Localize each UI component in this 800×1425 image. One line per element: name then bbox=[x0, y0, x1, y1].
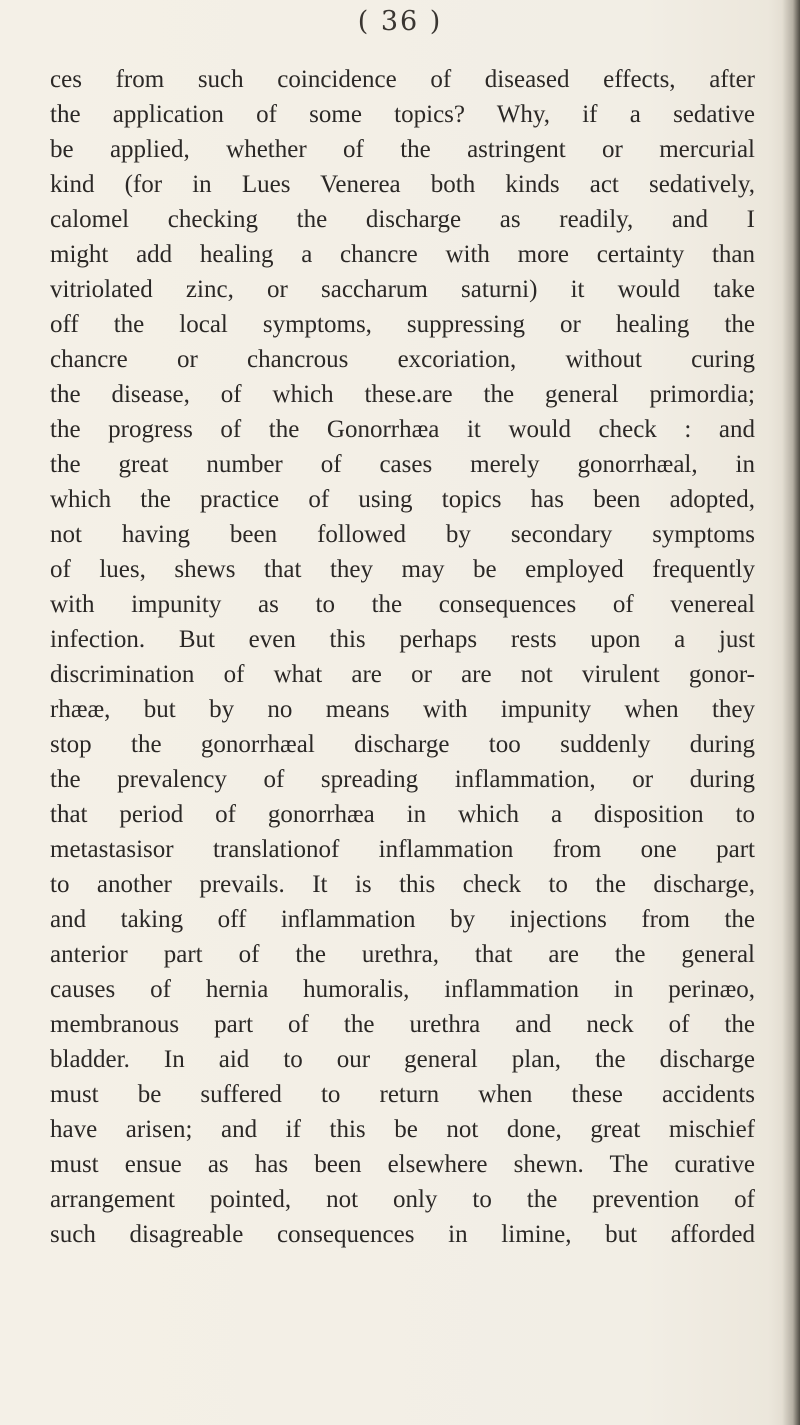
text-line: stop the gonorrhæal discharge too suddenly during bbox=[50, 731, 755, 758]
page-number: ( 36 ) bbox=[357, 6, 443, 37]
text-line: arrangement pointed, not only to the prevention of bbox=[50, 1186, 755, 1213]
text-line: have arisen; and if this be not done, great mischief bbox=[50, 1116, 755, 1143]
text-line: metastasisor translationof inflammation from one part bbox=[50, 836, 755, 863]
text-line: the progress of the Gonorrhæa it would check : and bbox=[50, 416, 755, 443]
text-line: the application of some topics? Why, if a sedative bbox=[50, 101, 755, 128]
text-line: such disagreable consequences in limine, but afforded bbox=[50, 1221, 755, 1248]
text-line: infection. But even this perhaps rests upon a just bbox=[50, 626, 755, 653]
text-line: anterior part of the urethra, that are the general bbox=[50, 941, 755, 968]
text-line: kind (for in Lues Venerea both kinds act sedatively, bbox=[50, 171, 755, 198]
text-line: rhææ, but by no means with impunity when they bbox=[50, 696, 755, 723]
text-line: ces from such coincidence of diseased effects, after bbox=[50, 66, 755, 93]
text-line: of lues, shews that they may be employed frequently bbox=[50, 556, 755, 583]
text-line: the prevalency of spreading inflammation, or during bbox=[50, 766, 755, 793]
text-line: the great number of cases merely gonorrhæal, in bbox=[50, 451, 755, 478]
text-line: must ensue as has been elsewhere shewn. The curative bbox=[50, 1151, 755, 1178]
text-line: not having been followed by secondary symptoms bbox=[50, 521, 755, 548]
text-line: which the practice of using topics has been adopted, bbox=[50, 486, 755, 513]
text-line: chancre or chancrous excoriation, without curing bbox=[50, 346, 755, 373]
text-line: that period of gonorrhæa in which a disposition to bbox=[50, 801, 755, 828]
text-line: bladder. In aid to our general plan, the discharge bbox=[50, 1046, 755, 1073]
text-line: membranous part of the urethra and neck of the bbox=[50, 1011, 755, 1038]
text-line: off the local symptoms, suppressing or healing the bbox=[50, 311, 755, 338]
body-text bbox=[50, 62, 755, 1252]
text-line: discrimination of what are or are not virulent gonor- bbox=[50, 661, 755, 688]
text-line: to another prevails. It is this check to the discharge, bbox=[50, 871, 755, 898]
text-line: causes of hernia humoralis, inflammation in perinæo, bbox=[50, 976, 755, 1003]
text-line: and taking off inflammation by injections from the bbox=[50, 906, 755, 933]
text-line: might add healing a chancre with more certainty than bbox=[50, 241, 755, 268]
text-line: must be suffered to return when these accidents bbox=[50, 1081, 755, 1108]
text-line: the disease, of which these.are the general primordia; bbox=[50, 381, 755, 408]
text-line: be applied, whether of the astringent or mercurial bbox=[50, 136, 755, 163]
text-line: vitriolated zinc, or saccharum saturni) it would take bbox=[50, 276, 755, 303]
text-line: with impunity as to the consequences of venereal bbox=[50, 591, 755, 618]
page-edge-shadow bbox=[782, 0, 800, 1425]
text-line: calomel checking the discharge as readily, and I bbox=[50, 206, 755, 233]
